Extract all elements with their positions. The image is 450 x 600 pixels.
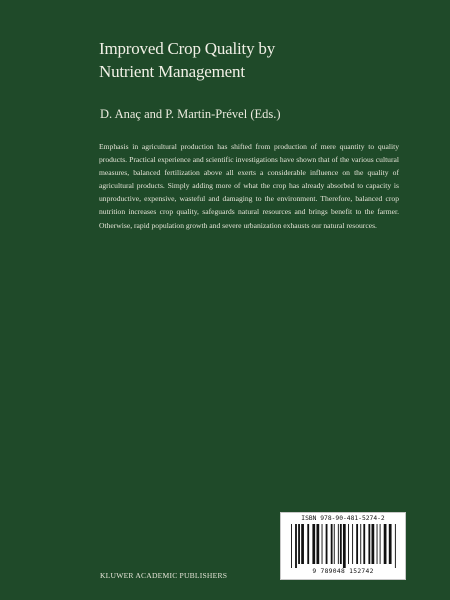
barcode-bar — [368, 524, 370, 564]
barcode-bar — [331, 524, 333, 564]
barcode-bar — [291, 524, 292, 568]
book-title-line-2: Nutrient Management — [99, 62, 245, 81]
isbn-number: ISBN 978-90-481-5274-2 — [301, 515, 385, 522]
barcode-bar — [334, 524, 335, 564]
barcode-bar — [301, 524, 304, 564]
barcode-bar — [356, 524, 358, 564]
barcode-bar — [360, 524, 361, 564]
barcode-bar — [307, 524, 309, 564]
barcode-bar — [363, 524, 365, 564]
cover-blurb: Emphasis in agricultural production has shifted from production of mere quantity to quality products. Practical experience and scientific investigations have shown that of the various cultural measures, balanced fertilization above all exerts a considerable influence on the quality of agricultural products. Simply adding more of what the crop has already absorbed to capacity is unproductive, expensive, wasteful and damaging to the environment. Therefore, balanced crop nutrition increases crop quality, safeguards natural resources and brings benefit to the farmer. Otherwise, rapid population growth and severe urbanization exhausts our natural resources. — [99, 142, 399, 230]
barcode-bar — [352, 524, 353, 564]
barcode-bar — [389, 524, 392, 564]
barcode-icon — [291, 524, 399, 568]
barcode-bar — [377, 524, 378, 564]
ean-digits: 9 789048 152742 — [312, 568, 374, 575]
isbn-barcode-label — [280, 512, 406, 580]
barcode-bar — [338, 524, 339, 564]
editors-line: D. Anaç and P. Martin-Prével (Eds.) — [100, 107, 281, 121]
barcode-bar — [322, 524, 323, 564]
barcode-bar — [295, 524, 297, 568]
publisher-name: KLUWER ACADEMIC PUBLISHERS — [100, 571, 228, 580]
barcode-bar — [380, 524, 381, 564]
barcode-bar — [340, 524, 342, 564]
barcode-bar — [395, 524, 396, 568]
barcode-bar — [343, 524, 346, 568]
book-title — [99, 37, 419, 83]
barcode-bar — [316, 524, 319, 564]
barcode-bar — [312, 524, 315, 564]
barcode-bar — [326, 524, 328, 564]
barcode-bar — [348, 524, 349, 564]
book-title-line-1: Improved Crop Quality by — [99, 39, 276, 58]
barcode-bar — [298, 524, 300, 564]
barcode-bar — [371, 524, 374, 564]
barcode-bar — [384, 524, 387, 564]
